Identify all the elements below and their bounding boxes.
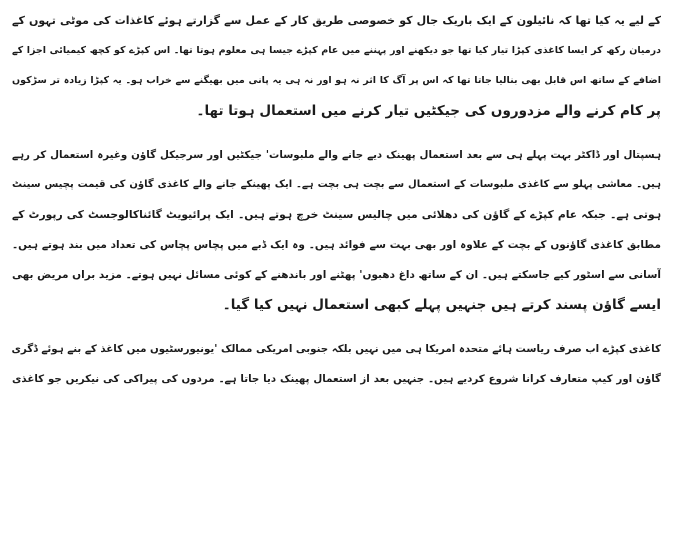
text-line: ہیں۔ معاشی پہلو سے کاغذی ملبوسات کے استعمال سے بچت ہی بچت ہے۔ ایک پھینکے جانے والے کاغذی گاؤن کی قیمت پچیس سینٹ — [12, 179, 661, 190]
text-line: آسانی سے اسٹور کیے جاسکتے ہیں۔ ان کے ساتھ داغ دھبوں' پھٹنے اور باندھنے کے کوئی مسائل نہیں ہوتے۔ مزید براں مریض بھی — [12, 269, 661, 281]
text-line: پر کام کرنے والے مزدوروں کی جیکٹیں تیار کرنے میں استعمال ہوتا تھا۔ — [196, 103, 661, 119]
text-line: ہسپتال اور ڈاکٹر بہت پہلے ہی سے بعد استعمال پھینک دیے جانے والے ملبوسات' جیکٹیں اور سرجیکل گاؤن وغیرہ استعمال کر رہے — [12, 149, 661, 161]
text-line: مطابق کاغذی گاؤنوں کے بچت کے علاوہ اور بھی بہت سے فوائد ہیں۔ وہ ایک ڈبے میں پچاس پچاس کی تعداد میں بند ہوتے ہیں۔ — [12, 239, 661, 251]
paragraph-hospital-gowns — [12, 140, 661, 320]
paragraph-paper-cloth-origin — [12, 6, 661, 126]
text-line: ایسے گاؤن پسند کرتے ہیں جنہیں پہلے کبھی استعمال نہیں کیا گیا۔ — [222, 297, 661, 313]
text-line: کاغذی کپڑے اب صرف ریاست ہائے متحدہ امریکا ہی میں نہیں بلکہ جنوبی امریکی ممالک 'یونیورسٹیوں میں کاغذ کے بنے ہوئے ڈگری — [12, 343, 661, 355]
paragraph-paper-clothes-spread — [12, 334, 661, 394]
text-line: اضافے کے ساتھ اس قابل بھی بنالیا جاتا تھا کہ اس پر آگ کا اثر نہ ہو اور نہ ہی یہ پانی میں بھیگنے سے خراب ہو۔ یہ کپڑا زیادہ تر سڑکوں — [12, 75, 661, 86]
text-line: گاؤن اور کیپ متعارف کرانا شروع کردیے ہیں۔ جنہیں بعد از استعمال پھینک دیا جاتا ہے۔ مردوں کی پیراکی کی نیکریں جو کاغذی — [12, 373, 661, 385]
text-line: کے لیے یہ کیا تھا کہ نائیلون کے ایک باریک جال کو خصوصی طریق کار کے عمل سے گزارتے ہوئے کاغذات کی موٹی تہوں کے — [12, 14, 661, 27]
text-line: ہوتی ہے۔ جبکہ عام کپڑے کے گاؤن کی دھلائی میں چالیس سینٹ خرچ ہوتے ہیں۔ ایک پرائیویٹ گائناکالوجسٹ کی رپورٹ کے — [12, 208, 661, 221]
text-line: درمیان رکھ کر ایسا کاغذی کپڑا تیار کیا تھا جو دیکھنے اور پہننے میں عام کپڑے جیسا ہی معلوم ہوتا تھا۔ اس کپڑے کو کچھ کیمیائی اجزا کے — [12, 45, 661, 56]
